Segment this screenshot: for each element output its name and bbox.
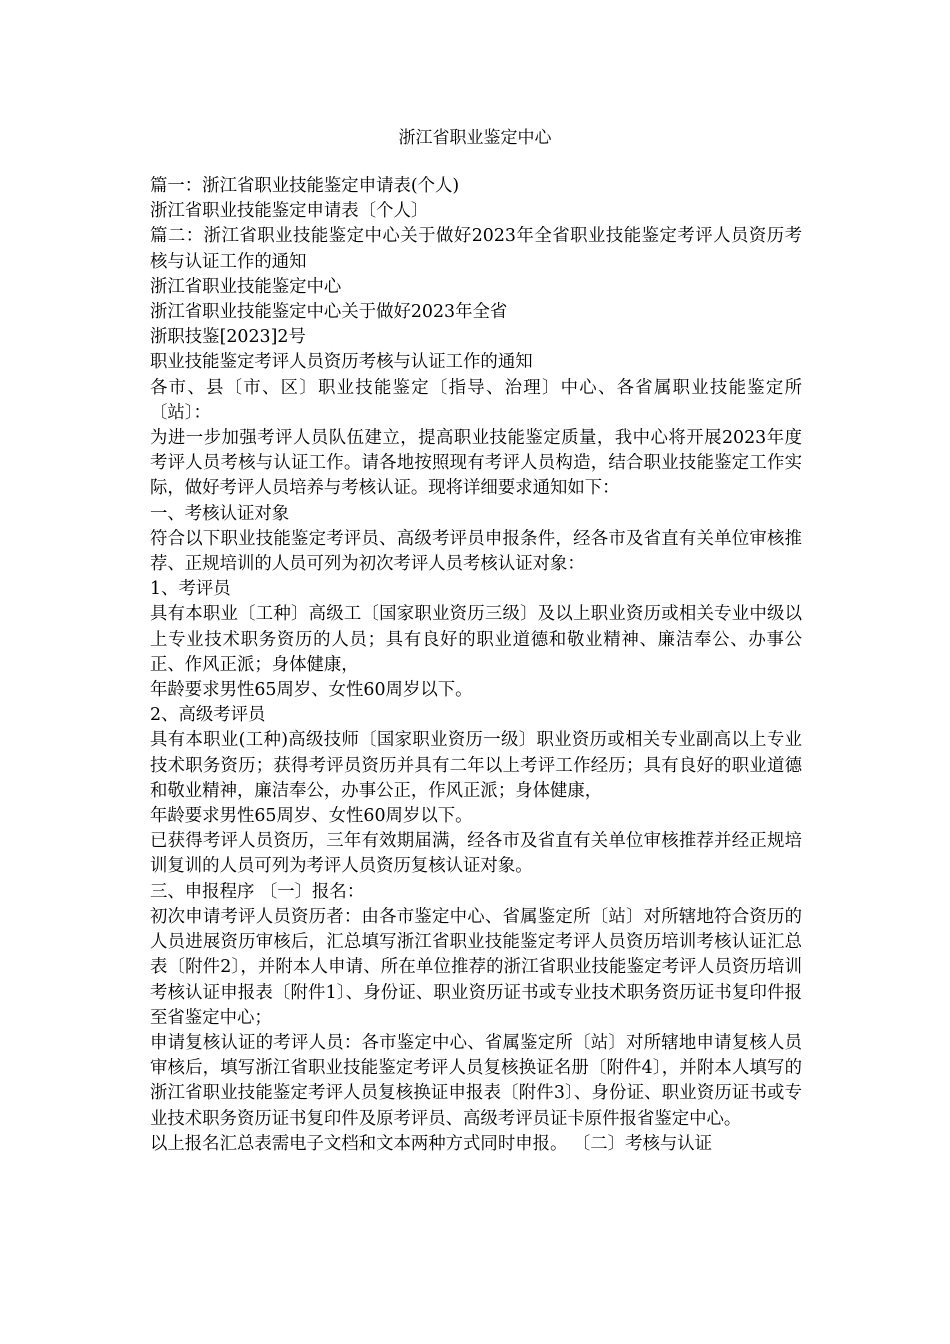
paragraph: 年龄要求男性65周岁、女性60周岁以下。 (150, 680, 473, 701)
paragraph: 浙江省职业技能鉴定中心 (150, 276, 342, 297)
paragraph: 浙职技鉴[2023]2号 (150, 327, 306, 348)
paragraph: 浙江省职业技能鉴定申请表〔个人〕 (150, 201, 429, 222)
paragraph: 浙江省职业技能鉴定中心关于做好2023年全省 (150, 302, 508, 323)
paragraph: 申请复核认证的考评人员：各市鉴定中心、省属鉴定所〔站〕对所辖地申请复核人员审核后，填写浙江省职业技能鉴定考评人员复核换证名册〔附件4〕，并附本人填写的浙江省职业技能鉴定考评人员复核换证申报表〔附件3〕、身份证、职业资历证书或专业技术职务资历证书复印件及原考评员、高级考评员证卡原件报省鉴定中心。 (150, 1032, 802, 1129)
paragraph: 职业技能鉴定考评人员资历考核与认证工作的通知 (150, 352, 533, 373)
section-heading: 三、申报程序 〔一〕报名： (150, 881, 365, 902)
paragraph: 以上报名汇总表需电子文档和文本两种方式同时申报。 〔二〕考核与认证 (150, 1133, 713, 1154)
paragraph: 符合以下职业技能鉴定考评员、高级考评员申报条件，经各市及省直有关单位审核推荐、正规培训的人员可列为初次考评人员考核认证对象： (150, 528, 802, 575)
paragraph: 为进一步加强考评人员队伍建立，提高职业技能鉴定质量，我中心将开展2023年度考评人员考核与认证工作。请各地按照现有考评人员构造，结合职业技能鉴定工作实际，做好考评人员培养与考核认证。现将详细要求通知如下： (150, 428, 802, 499)
paragraph: 具有本职业(工种)高级技师〔国家职业资历一级〕职业资历或相关专业副高以上专业技术职务资历；获得考评员资历并具有二年以上考评工作经历；具有良好的职业道德和敬业精神，廉洁奉公，办事公正，作风正派；身体健康， (150, 730, 802, 801)
section-heading: 一、考核认证对象 (150, 503, 290, 524)
paragraph: 初次申请考评人员资历者：由各市鉴定中心、省属鉴定所〔站〕对所辖地符合资历的人员进展资历审核后，汇总填写浙江省职业技能鉴定考评人员资历培训考核认证汇总表〔附件2〕，并附本人申请、所在单位推荐的浙江省职业技能鉴定考评人员资历培训考核认证申报表〔附件1〕、身份证、职业资历证书或专业技术职务资历证书复印件报至省鉴定中心； (150, 906, 802, 1028)
document-body (150, 174, 802, 1157)
paragraph: 篇一：浙江省职业技能鉴定申请表(个人) (150, 176, 460, 196)
paragraph: 各市、县〔市、区〕职业技能鉴定〔指导、治理〕中心、各省属职业技能鉴定所〔站〕： (150, 377, 802, 423)
subsection-heading: 1、考评员 (150, 579, 231, 600)
subsection-heading: 2、高级考评员 (150, 705, 266, 726)
paragraph: 篇二：浙江省职业技能鉴定中心关于做好2023年全省职业技能鉴定考评人员资历考核与认证工作的通知 (150, 226, 802, 272)
paragraph: 年龄要求男性65周岁、女性60周岁以下。 (150, 806, 473, 827)
paragraph: 已获得考评人员资历，三年有效期届满，经各市及省直有关单位审核推荐并经正规培训复训的人员可列为考评人员资历复核认证对象。 (150, 831, 802, 877)
paragraph: 具有本职业〔工种〕高级工〔国家职业资历三级〕及以上职业资历或相关专业中级以上专业技术职务资历的人员；具有良好的职业道德和敬业精神、廉洁奉公、办事公正、作风正派；身体健康， (150, 604, 802, 675)
document-title: 浙江省职业鉴定中心 (398, 128, 552, 148)
